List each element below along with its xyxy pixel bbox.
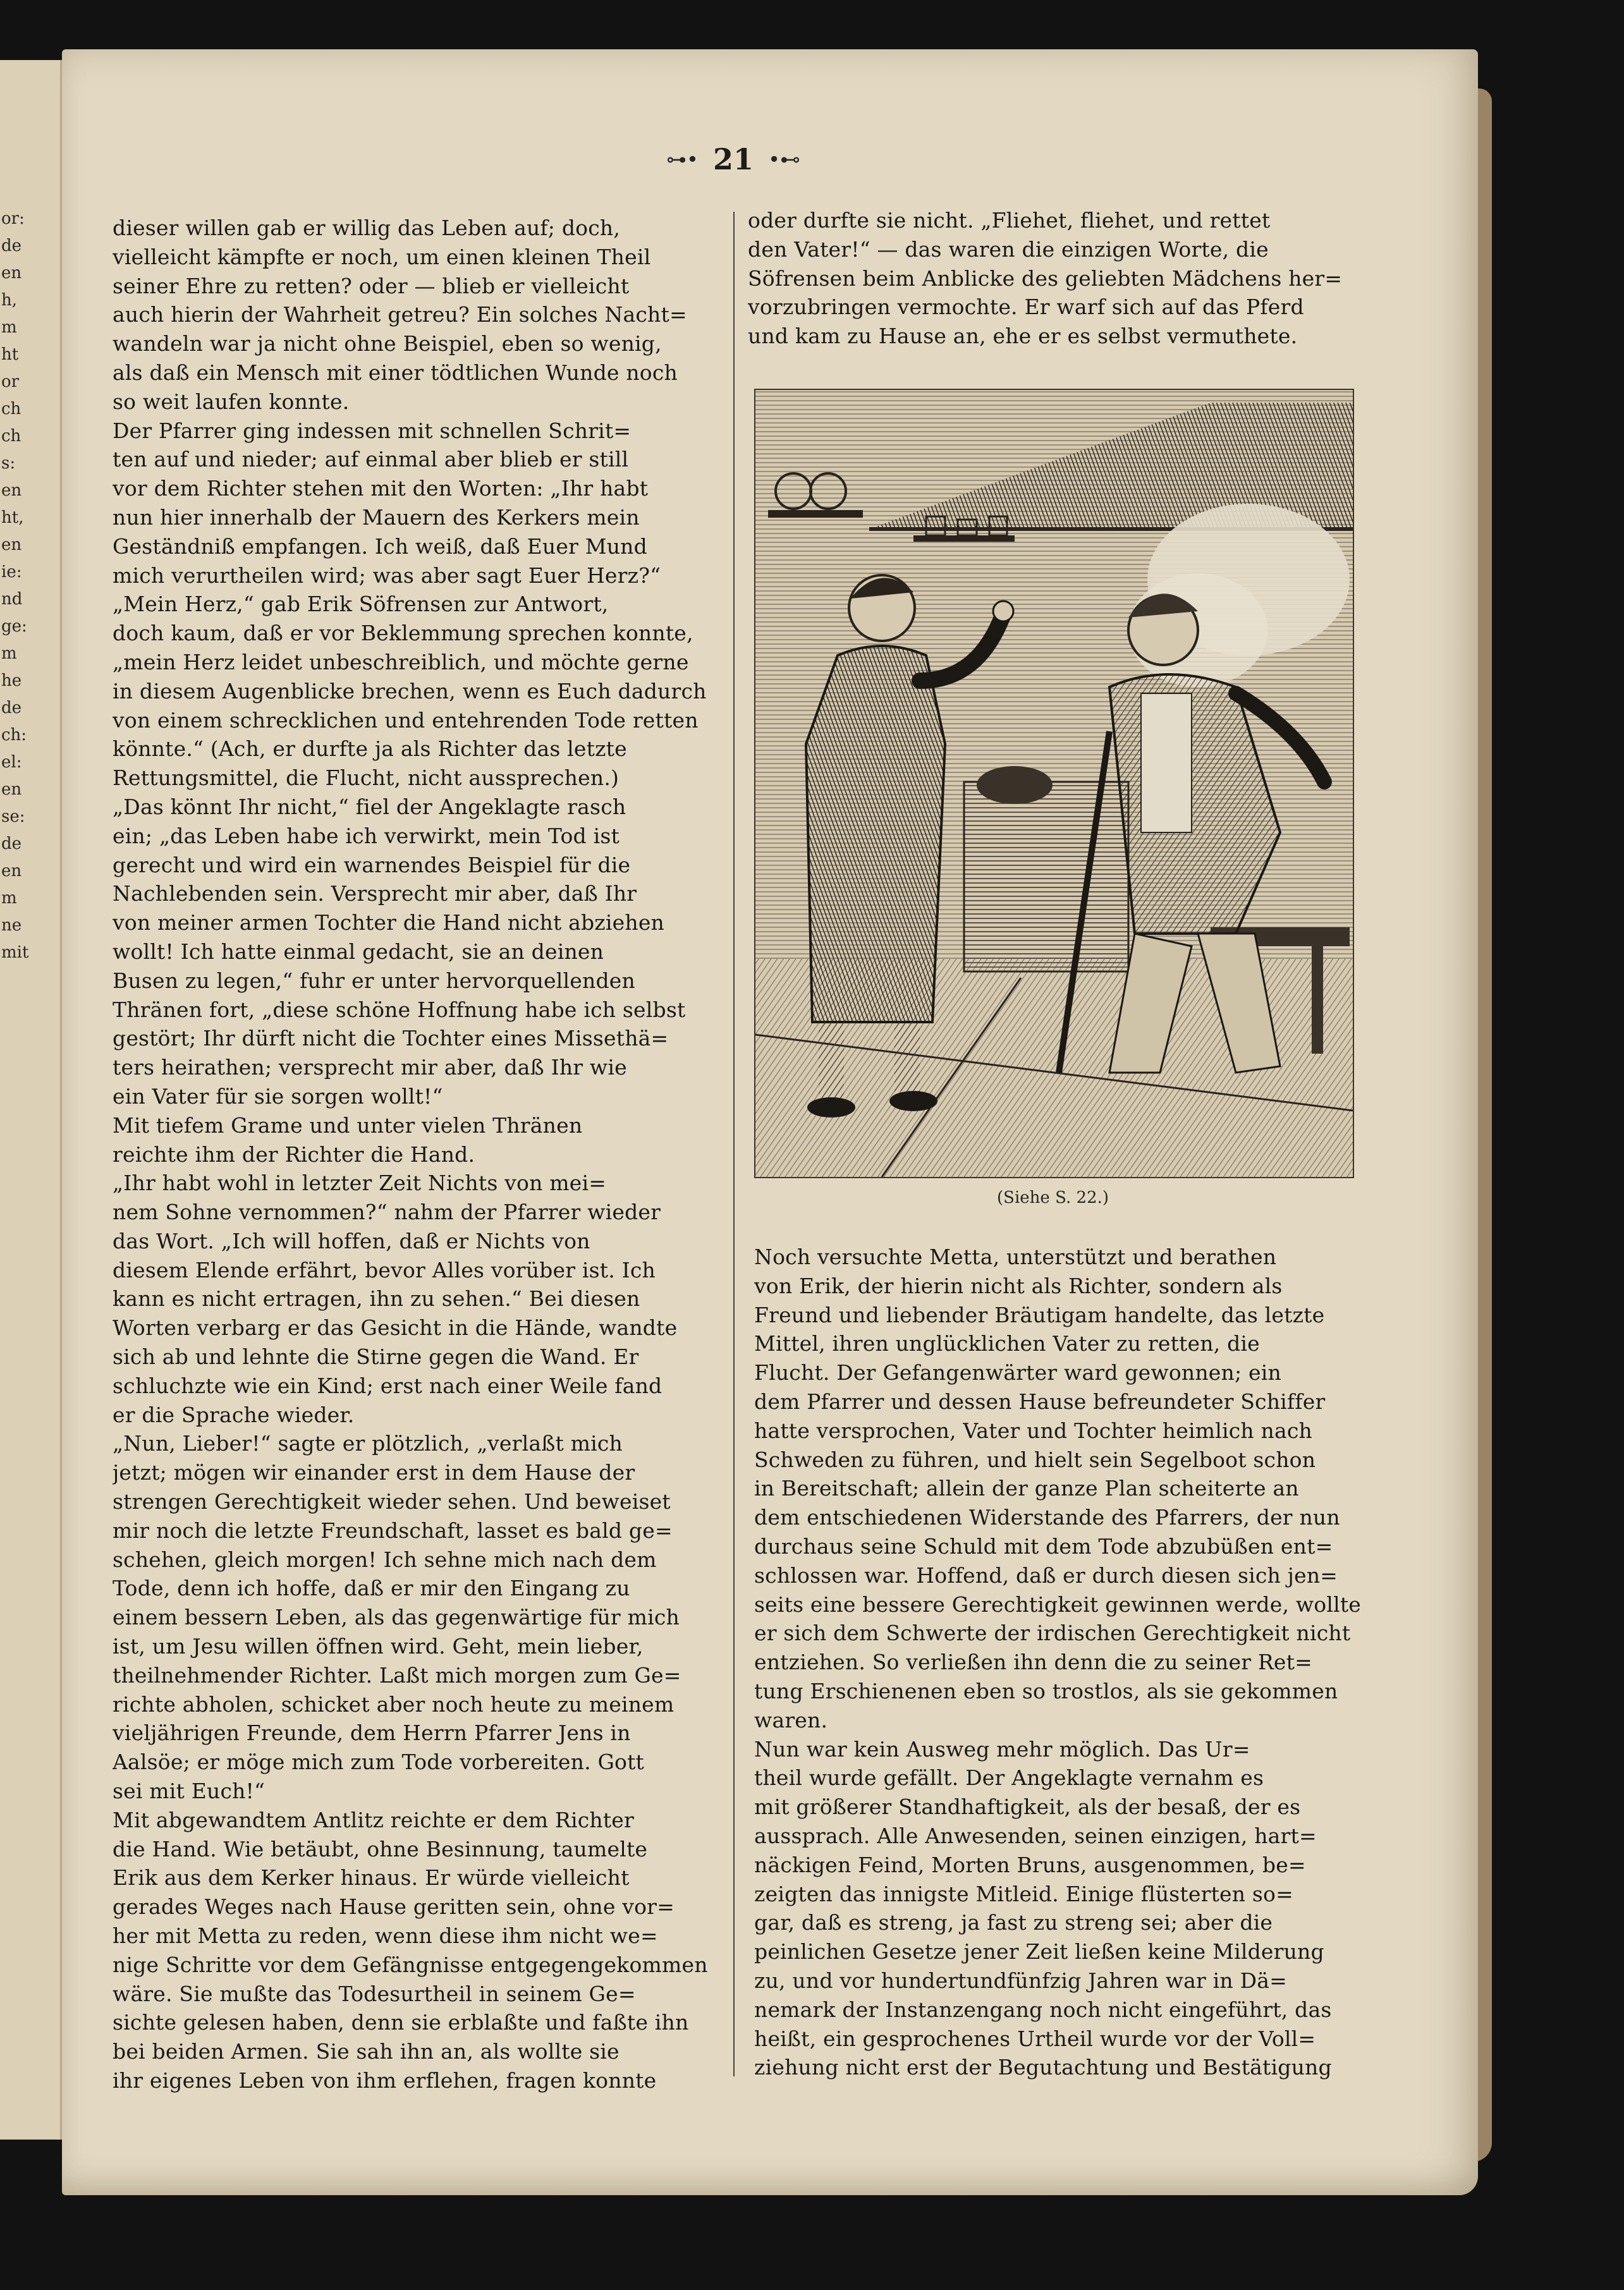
text-line: nige Schritte vor dem Gefängnisse entgegengekommen (113, 1952, 708, 1977)
text-line: doch kaum, daß er vor Beklemmung sprechen konnte, (113, 621, 693, 646)
margin-fragment: en (1, 535, 22, 554)
left-page-edge (0, 60, 64, 2140)
text-line: gerecht und wird ein warnendes Beispiel für die (113, 852, 631, 877)
text-line: Worten verbarg er das Gesicht in die Hände, wandte (113, 1315, 678, 1341)
margin-fragment: de (1, 834, 22, 853)
text-line: den Vater!“ — das waren die einzigen Worte, die (748, 236, 1269, 262)
column-divider (733, 212, 735, 2076)
text-line: näckigen Feind, Morten Bruns, ausgenommen, be= (754, 1852, 1306, 1877)
text-line: sei mit Euch!“ (113, 1779, 266, 1804)
text-line: und kam zu Hause an, ehe er es selbst vermuthete. (748, 324, 1298, 349)
text-line: könnte.“ (Ach, er durfte ja als Richter das letzte (113, 736, 627, 762)
text-line: sichte gelesen haben, denn sie erblaßte und faßte ihn (113, 2010, 689, 2035)
text-line: ein; „das Leben habe ich verwirkt, mein Tod ist (113, 823, 620, 848)
margin-fragment: en (1, 862, 22, 880)
text-line: Nachlebenden sein. Versprecht mir aber, daß Ihr (113, 881, 637, 906)
text-line: ten auf und nieder; auf einmal aber blieb er still (113, 447, 629, 472)
engraving-illustration (754, 389, 1354, 1178)
text-line: ein Vater für sie sorgen wollt!“ (113, 1083, 443, 1109)
text-line: vor dem Richter stehen mit den Worten: „Ihr habt (113, 476, 649, 501)
text-line: wollt! Ich hatte einmal gedacht, sie an deinen (113, 939, 604, 964)
text-line: vorzubringen vermochte. Er warf sich auf das Pferd (748, 295, 1304, 320)
text-line: er sich dem Schwerte der irdischen Gerechtigkeit nicht (754, 1621, 1351, 1646)
text-line: seits eine bessere Gerechtigkeit gewinnen werde, wollte (754, 1592, 1361, 1617)
engraving-svg (755, 390, 1353, 1177)
text-line: schehen, gleich morgen! Ich sehne mich nach dem (113, 1547, 657, 1572)
text-line: Der Pfarrer ging indessen mit schnellen Schrit= (113, 418, 632, 443)
text-line: „Mein Herz,“ gab Erik Söfrensen zur Antwort, (113, 592, 609, 617)
text-line: Tode, denn ich hoffe, daß er mir den Eingang zu (113, 1576, 630, 1601)
text-line: gerades Weges nach Hause geritten sein, ohne vor= (113, 1894, 675, 1920)
page-header (632, 142, 834, 180)
text-line: durchaus seine Schuld mit dem Tode abzubüßen ent= (754, 1533, 1333, 1559)
margin-fragment: en (1, 481, 22, 500)
text-line: seiner Ehre zu retten? oder — blieb er vielleicht (113, 273, 630, 298)
text-line: „Nun, Lieber!“ sagte er plötzlich, „verlaßt mich (113, 1431, 623, 1456)
ornament-left-icon: ⊶• (666, 147, 699, 171)
text-line: Mittel, ihren unglücklichen Vater zu retten, die (754, 1331, 1260, 1356)
text-line: die Hand. Wie betäubt, ohne Besinnung, taumelte (113, 1836, 648, 1861)
left-page-text-fragments (1, 205, 27, 966)
text-line: von Erik, der hierin nicht als Richter, sondern als (754, 1273, 1283, 1298)
text-line: einem bessern Leben, als das gegenwärtige für mich (113, 1605, 680, 1630)
text-line: mir noch die letzte Freundschaft, lasset es bald ge= (113, 1518, 673, 1543)
margin-fragment: se: (1, 807, 25, 826)
text-line: zu, und vor hundertundfünfzig Jahren war in Dä= (754, 1968, 1287, 1993)
text-line: entziehen. So verließen ihn denn die zu seiner Ret= (754, 1650, 1312, 1675)
ornament-right-icon: •⊷ (768, 147, 800, 171)
text-line: dem entschiedenen Widerstande des Pfarrers, der nun (754, 1505, 1340, 1530)
text-line: reichte ihm der Richter die Hand. (113, 1142, 475, 1167)
text-line: so weit laufen konnte. (113, 389, 350, 414)
text-line: nemark der Instanzengang noch nicht eingeführt, das (754, 1997, 1332, 2022)
text-line: dem Pfarrer und dessen Hause befreundeter Schiffer (754, 1389, 1326, 1414)
text-line: in diesem Augenblicke brechen, wenn es Euch dadurch (113, 678, 707, 703)
text-line: nun hier innerhalb der Mauern des Kerkers mein (113, 504, 640, 530)
text-line: peinlichen Gesetze jener Zeit ließen keine Milderung (754, 1939, 1324, 1964)
margin-fragment: en (1, 780, 22, 799)
text-line: ters heirathen; versprecht mir aber, daß Ihr wie (113, 1055, 627, 1080)
text-line: Freund und liebender Bräutigam handelte, das letzte (754, 1302, 1325, 1327)
margin-fragment: nd (1, 590, 23, 609)
margin-fragment: de (1, 236, 22, 255)
text-line: er die Sprache wieder. (113, 1402, 355, 1427)
margin-fragment: m (1, 644, 17, 663)
text-line: gar, daß es streng, ja fast zu streng sei; aber die (754, 1910, 1273, 1935)
text-line: Flucht. Der Gefangenwärter ward gewonnen; ein (754, 1360, 1281, 1386)
text-line: richte abholen, schicket aber noch heute zu meinem (113, 1691, 675, 1717)
text-line: kann es nicht ertragen, ihn zu sehen.“ Bei diesen (113, 1286, 640, 1312)
text-line: Erik aus dem Kerker hinaus. Er würde vielleicht (113, 1865, 630, 1891)
margin-fragment: ch (1, 399, 21, 418)
text-line: in Bereitschaft; allein der ganze Plan scheiterte an (754, 1476, 1299, 1501)
text-line: zeigten das innigste Mitleid. Einige flüsterten so= (754, 1881, 1293, 1906)
text-line: oder durfte sie nicht. „Fliehet, fliehet, und rettet (748, 208, 1271, 233)
margin-fragment: he (1, 671, 22, 690)
text-line: jetzt; mögen wir einander erst in dem Hause der (113, 1460, 635, 1485)
margin-fragment: h, (1, 291, 18, 310)
margin-fragment: ht (1, 345, 19, 364)
text-line: heißt, ein gesprochenes Urtheil wurde vor der Voll= (754, 2026, 1316, 2051)
text-line: Nun war kein Ausweg mehr möglich. Das Ur= (754, 1736, 1250, 1762)
text-line: nem Sohne vernommen?“ nahm der Pfarrer wieder (113, 1200, 661, 1225)
page-number: 21 (712, 142, 754, 176)
pot (977, 766, 1053, 804)
text-line: mit größerer Standhaftigkeit, als der besaß, der es (754, 1794, 1301, 1820)
text-line: sich ab und lehnte die Stirne gegen die Wand. Er (113, 1344, 639, 1370)
text-line: Mit tiefem Grame und unter vielen Thränen (113, 1112, 583, 1138)
text-line: „mein Herz leidet unbeschreiblich, und möchte gerne (113, 649, 689, 674)
text-line: „Ihr habt wohl in letzter Zeit Nichts von mei= (113, 1171, 607, 1196)
text-line: dieser willen gab er willig das Leben auf; doch, (113, 216, 621, 240)
hearth (964, 782, 1128, 971)
text-line: als daß ein Mensch mit einer tödtlichen Wunde noch (113, 360, 678, 385)
margin-fragment: or (1, 372, 20, 391)
margin-fragment: m (1, 889, 17, 908)
text-line: von meiner armen Tochter die Hand nicht abziehen (113, 910, 665, 935)
text-line: theil wurde gefällt. Der Angeklagte vernahm es (754, 1765, 1264, 1791)
text-line: ihr eigenes Leben von ihm erflehen, fragen konnte (113, 2068, 657, 2093)
margin-fragment: or: (1, 209, 25, 228)
text-line: waren. (754, 1707, 828, 1733)
text-line: „Das könnt Ihr nicht,“ fiel der Angeklagte rasch (113, 794, 626, 819)
text-line: Aalsöe; er möge mich zum Tode vorbereiten. Gott (113, 1750, 645, 1775)
text-line: das Wort. „Ich will hoffen, daß er Nichts von (113, 1228, 590, 1253)
text-line: schluchzte wie ein Kind; erst nach einer Weile fand (113, 1373, 662, 1398)
margin-fragment: s: (1, 454, 16, 473)
margin-fragment: ie: (1, 563, 22, 582)
margin-fragment: ch: (1, 726, 27, 745)
text-line: theilnehmender Richter. Laßt mich morgen zum Ge= (113, 1662, 681, 1688)
left-text-column (113, 214, 723, 2095)
text-line: Geständniß empfangen. Ich weiß, daß Euer Mund (113, 533, 647, 559)
margin-fragment: ch (1, 427, 21, 446)
text-line: bei beiden Armen. Sie sah ihn an, als wollte sie (113, 2039, 620, 2064)
text-line: hatte versprochen, Vater und Tochter heimlich nach (754, 1418, 1313, 1443)
illustration-caption: (Siehe S. 22.) (997, 1188, 1109, 1207)
margin-fragment: el: (1, 753, 22, 772)
text-line: schlossen war. Hoffend, daß er durch diesen sich jen= (754, 1562, 1338, 1588)
text-line: aussprach. Alle Anwesenden, seinen einzigen, hart= (754, 1823, 1317, 1848)
text-line: her mit Metta zu reden, wenn diese ihm nicht we= (113, 1923, 658, 1949)
right-text-column-bottom (754, 1243, 1361, 2082)
text-line: Söfrensen beim Anblicke des geliebten Mädchens her= (748, 265, 1343, 291)
text-line: Schweden zu führen, und hielt sein Segelboot schon (754, 1447, 1316, 1472)
text-line: vielleicht kämpfte er noch, um einen kleinen Theil (113, 244, 651, 269)
text-line: gestört; Ihr dürft nicht die Tochter eines Missethä= (113, 1026, 669, 1051)
right-text-column-top (748, 206, 1361, 351)
margin-fragment: de (1, 698, 22, 717)
text-line: wäre. Sie mußte das Todesurtheil in seinem Ge= (113, 1981, 636, 2006)
margin-fragment: ge: (1, 617, 27, 636)
text-line: auch hierin der Wahrheit getreu? Ein solches Nacht= (113, 302, 687, 327)
text-line: wandeln war ja nicht ohne Beispiel, eben so wenig, (113, 331, 662, 356)
text-line: Noch versuchte Metta, unterstützt und berathen (754, 1245, 1277, 1269)
margin-fragment: mit (1, 943, 29, 962)
text-line: ziehung nicht erst der Begutachtung und Bestätigung (754, 2055, 1332, 2080)
text-line: Mit abgewandtem Antlitz reichte er dem Richter (113, 1807, 635, 1832)
text-line: Rettungsmittel, die Flucht, nicht aussprechen.) (113, 765, 620, 791)
text-line: Thränen fort, „diese schöne Hoffnung habe ich selbst (113, 997, 686, 1022)
text-line: tung Erschienenen eben so trostlos, als sie gekommen (754, 1678, 1338, 1703)
text-line: diesem Elende erfährt, bevor Alles vorüber ist. Ich (113, 1257, 656, 1282)
margin-fragment: m (1, 318, 17, 337)
text-line: strengen Gerechtigkeit wieder sehen. Und beweiset (113, 1489, 671, 1514)
text-line: mich verurtheilen wird; was aber sagt Euer Herz?“ (113, 563, 661, 588)
text-line: von einem schrecklichen und entehrenden Tode retten (113, 707, 699, 733)
margin-fragment: ne (1, 916, 22, 935)
margin-fragment: en (1, 264, 22, 283)
margin-fragment: ht, (1, 508, 24, 527)
text-line: ist, um Jesu willen öffnen wird. Geht, mein lieber, (113, 1634, 644, 1659)
text-line: vieljährigen Freunde, dem Herrn Pfarrer Jens in (113, 1721, 631, 1746)
text-line: Busen zu legen,“ fuhr er unter hervorquellenden (113, 968, 635, 993)
